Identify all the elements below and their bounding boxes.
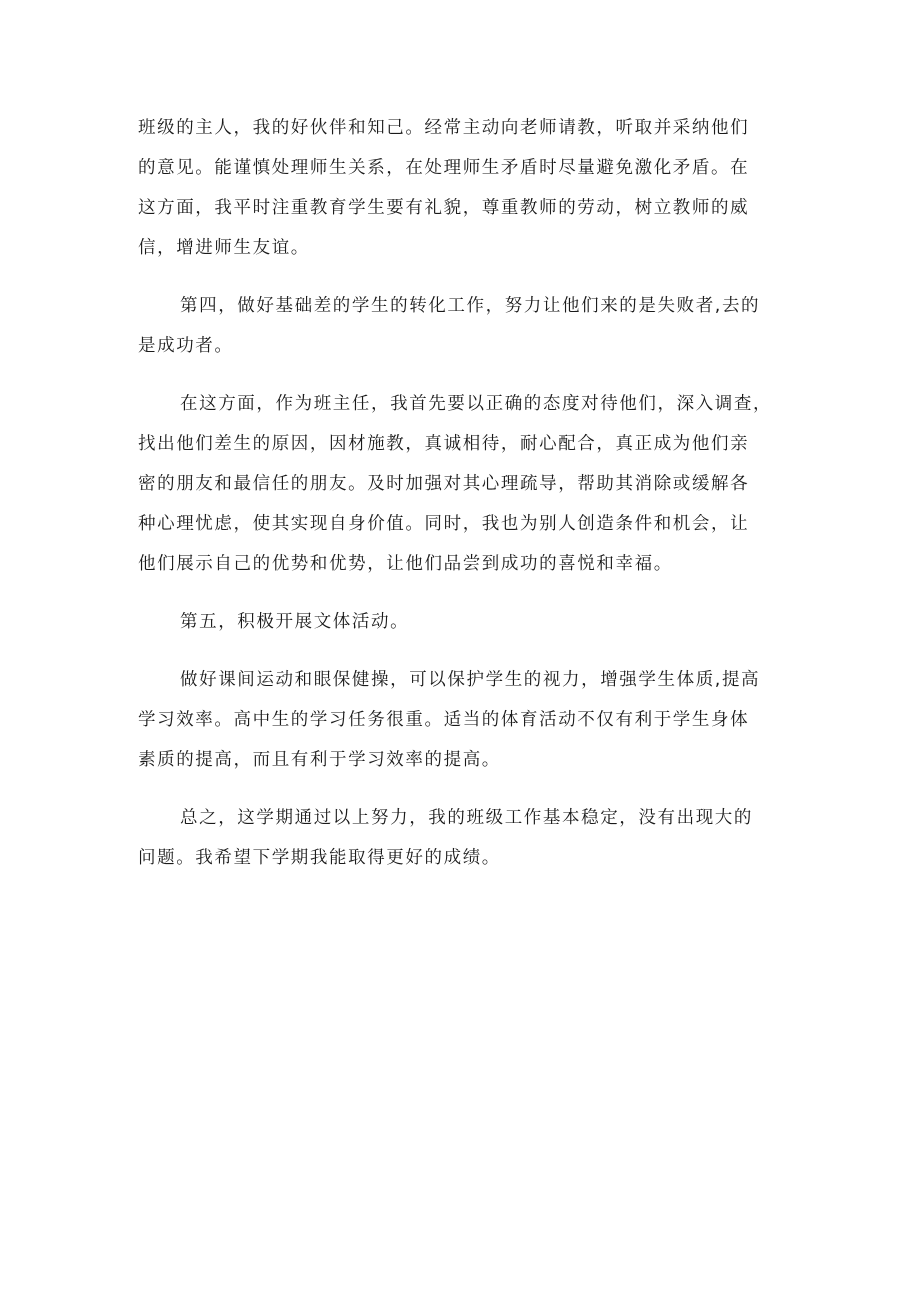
text-line: 总之，这学期通过以上努力，我的班级工作基本稳定，没有出现大的 — [180, 808, 753, 828]
text-line: 素质的提高，而且有利于学习效率的提高。 — [138, 750, 501, 770]
text-line: 种心理忧虑，使其实现自身价值。同时，我也为别人创造条件和机会，让 — [138, 514, 750, 534]
text-line: 的意见。能谨慎处理师生关系，在处理师生矛盾时尽量避免激化矛盾。在 — [138, 158, 750, 178]
text-line: 这方面，我平时注重教育学生要有礼貌，尊重教师的劳动，树立教师的威 — [138, 198, 750, 218]
text-line: 第四，做好基础差的学生的转化工作，努力让他们来的是失败者,去的 — [180, 296, 761, 316]
document-body — [138, 108, 794, 896]
text-line: 他们展示自己的优势和优势，让他们品尝到成功的喜悦和幸福。 — [138, 554, 673, 574]
text-line: 第五，积极开展文体活动。 — [180, 612, 410, 632]
text-line: 在这方面，作为班主任，我首先要以正确的态度对待他们，深入调查， — [180, 394, 773, 414]
paragraph-teacher-relations — [138, 108, 794, 268]
paragraph-exercise — [138, 660, 794, 780]
text-line: 是成功者。 — [138, 336, 234, 356]
text-line: 找出他们差生的原因，因材施教，真诚相待，耐心配合，真正成为他们亲 — [138, 434, 750, 454]
text-line: 密的朋友和最信任的朋友。及时加强对其心理疏导，帮助其消除或缓解各 — [138, 474, 750, 494]
text-line: 学习效率。高中生的学习任务很重。适当的体育活动不仅有利于学生身体 — [138, 710, 750, 730]
paragraph-conclusion — [138, 798, 794, 878]
paragraph-point-five — [138, 602, 794, 642]
text-line: 做好课间运动和眼保健操，可以保护学生的视力，增强学生体质,提高 — [180, 670, 761, 690]
text-line: 班级的主人，我的好伙伴和知己。经常主动向老师请教，听取并采纳他们 — [138, 118, 750, 138]
text-line: 问题。我希望下学期我能取得更好的成绩。 — [138, 848, 501, 868]
paragraph-point-four — [138, 286, 794, 366]
text-line: 信，增进师生友谊。 — [138, 238, 310, 258]
paragraph-weak-students — [138, 384, 794, 584]
